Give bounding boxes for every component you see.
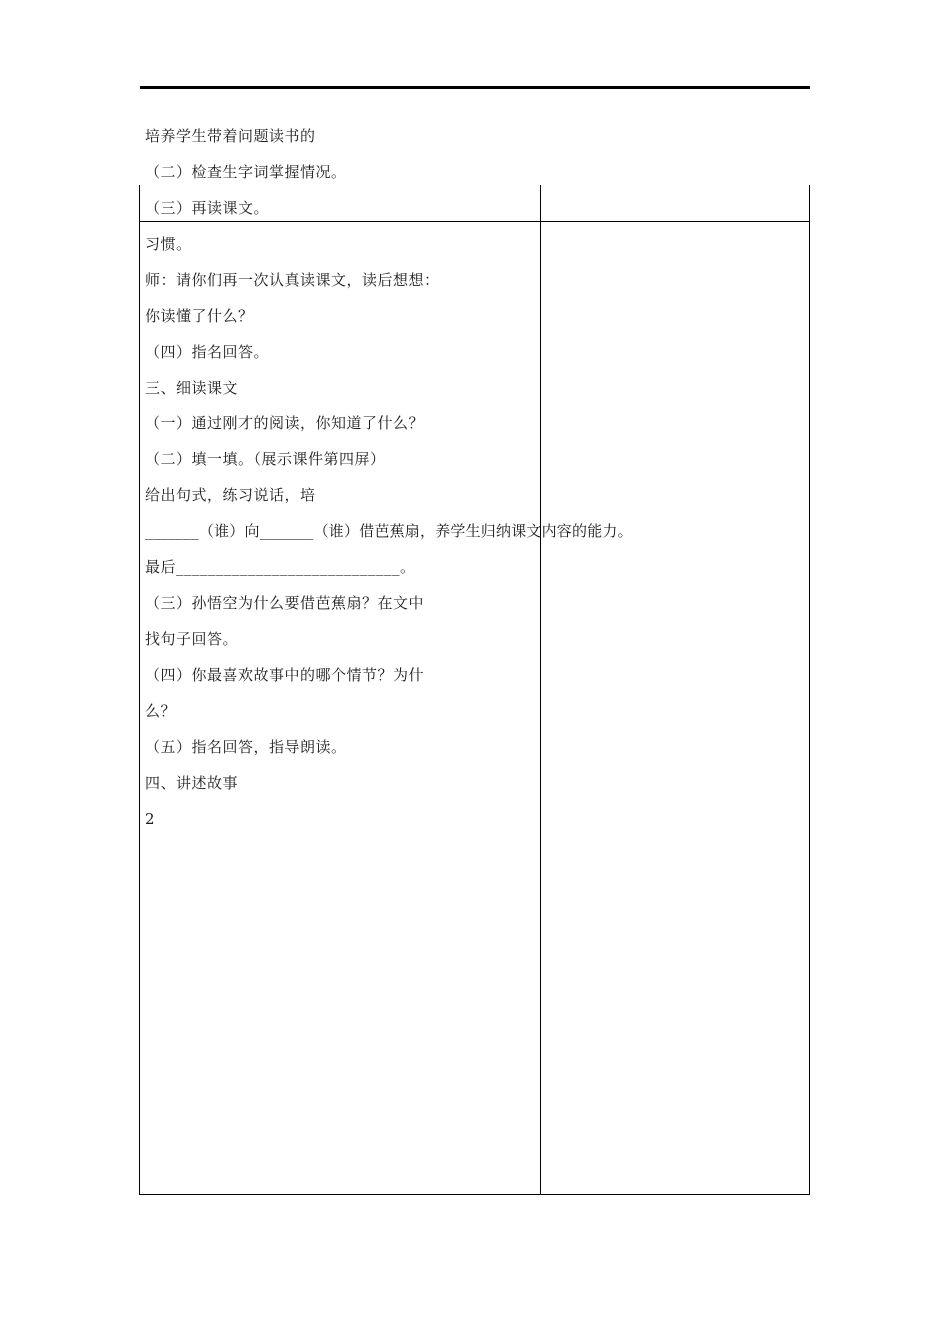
text-line: （四）指名回答。	[145, 343, 270, 361]
text-line: 四、讲述故事	[145, 774, 239, 792]
table-border-bottom	[139, 1194, 810, 1195]
text-line: （二）检查生字词掌握情况。	[145, 163, 347, 181]
text-line: 三、细读课文	[145, 379, 239, 397]
text-line: 培养学生带着问题读书的	[145, 127, 316, 145]
text-line: （五）指名回答，指导朗读。	[145, 738, 347, 756]
text-line: 习惯。	[145, 235, 192, 253]
table-row-divider	[139, 221, 810, 222]
text-line: _______（谁）向_______（谁）借芭蕉扇，养学生归纳课文内容的能力。	[145, 522, 633, 540]
text-line: （三）孙悟空为什么要借芭蕉扇？在文中	[145, 594, 425, 612]
text-line: 师：请你们再一次认真读课文，读后想想：	[145, 271, 440, 289]
page-number: 2	[145, 810, 156, 828]
table-border-right	[809, 185, 810, 1195]
text-line: （二）填一填。（展示课件第四屏）	[145, 450, 386, 468]
text-line: 你读懂了什么？	[145, 307, 254, 325]
table-border-left	[139, 185, 140, 1195]
text-line: （四）你最喜欢故事中的哪个情节？为什	[145, 666, 425, 684]
text-line: 给出句式，练习说话，培	[145, 486, 316, 504]
text-line: （一）通过刚才的阅读，你知道了什么？	[145, 414, 425, 432]
text-line: 最后____________________________。	[145, 558, 416, 576]
text-line: 么？	[145, 702, 177, 720]
text-line: （三）再读课文。	[145, 199, 270, 217]
text-line: 找句子回答。	[145, 630, 239, 648]
table-border-middle	[540, 185, 541, 1195]
header-rule	[140, 86, 810, 89]
